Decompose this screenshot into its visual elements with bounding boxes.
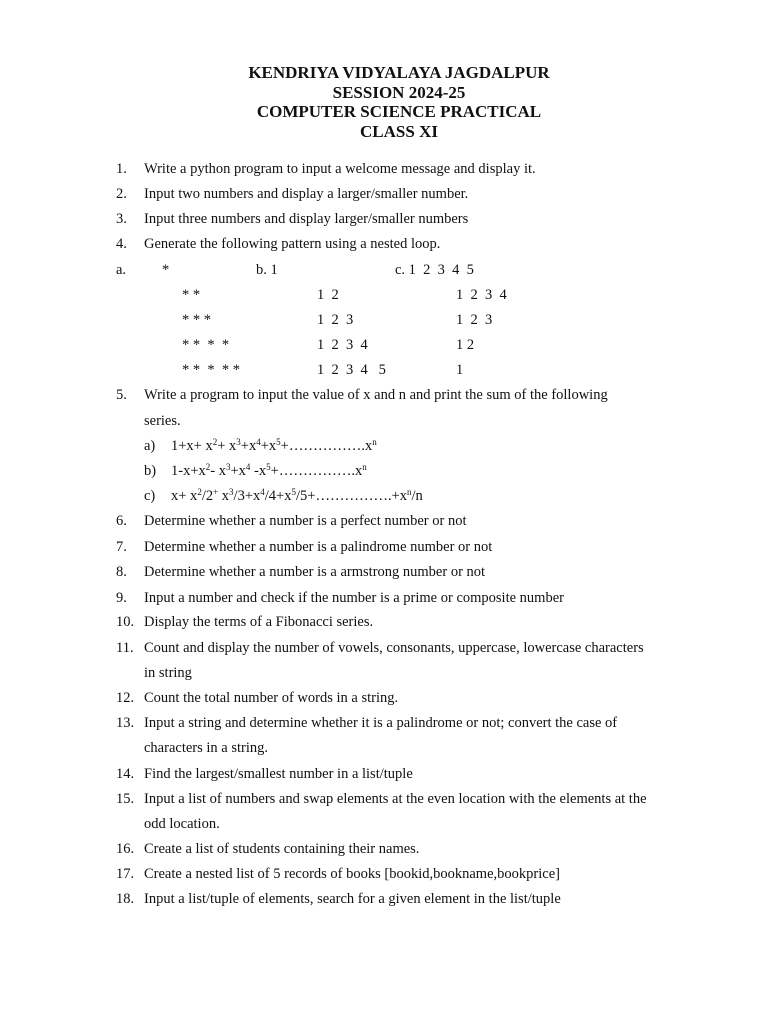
pattern-c-row: 1 — [456, 362, 464, 378]
pattern-c-label: c. 1 2 3 4 5 — [395, 262, 474, 278]
pattern-b-row: 1 2 3 4 — [317, 337, 368, 353]
item-number: 13. — [116, 715, 135, 731]
series-c-label: c) — [144, 488, 156, 504]
item-text: in string — [144, 665, 192, 681]
item-number: 12. — [116, 690, 135, 706]
pattern-a-row: * * * * * — [182, 362, 240, 378]
item-number: 6. — [116, 513, 127, 529]
item-number: 1. — [116, 161, 127, 177]
item-text: Input three numbers and display larger/smaller numbers — [144, 211, 469, 227]
series-b-formula: $1-x+x^2-$ $x^3+x^4$ $-x^5+\dots\dots\dots\dots\dots.x^n$ — [171, 462, 367, 479]
pattern-a-label: a. — [116, 262, 127, 278]
pattern-c-row: 1 2 3 — [456, 312, 493, 328]
item-text: Determine whether a number is a perfect number or not — [144, 513, 467, 529]
item-text: Count the total number of words in a string. — [144, 690, 399, 706]
item-text: characters in a string. — [144, 740, 269, 756]
item-number: 14. — [116, 766, 135, 782]
series-c-formula: $x+ x^2/2^+$ $x^3/3+x^4/4+x^5/5+\dots\dots\dots\dots\dots.+x^n/n$ — [171, 487, 423, 504]
item-text: Write a program to input the value of x and n and print the sum of the following — [144, 387, 608, 403]
item-text: Input a list/tuple of elements, search for a given element in the list/tuple — [144, 891, 561, 907]
series-a-label: a) — [144, 438, 156, 454]
item-number: 11. — [116, 640, 134, 656]
item-text: odd location. — [144, 816, 220, 832]
item-text: Generate the following pattern using a nested loop. — [144, 236, 441, 252]
item-text: Input a list of numbers and swap elements at the even location with the elements at the — [144, 791, 647, 807]
item-text: Display the terms of a Fibonacci series. — [144, 614, 374, 630]
item-text: Create a nested list of 5 records of books [bookid,bookname,bookprice] — [144, 866, 560, 882]
pattern-a-row: * — [162, 262, 170, 278]
item-number: 10. — [116, 614, 135, 630]
pattern-a-row: * * * — [182, 312, 211, 328]
item-number: 2. — [116, 186, 127, 202]
item-number: 8. — [116, 564, 127, 580]
item-text: Count and display the number of vowels, consonants, uppercase, lowercase characters — [144, 640, 644, 656]
series-b-label: b) — [144, 463, 157, 479]
item-number: 15. — [116, 791, 135, 807]
item-number: 17. — [116, 866, 135, 882]
item-text: Find the largest/smallest number in a list/tuple — [144, 766, 413, 782]
item-number: 4. — [116, 236, 127, 252]
session-title: SESSION 2024-25 — [332, 82, 466, 102]
pattern-c-row: 1 2 3 4 — [456, 287, 507, 303]
pattern-c-row: 1 2 — [456, 337, 475, 353]
pattern-b-label: b. 1 — [256, 262, 278, 278]
pattern-a-row: * * — [182, 287, 201, 303]
subject-title: COMPUTER SCIENCE PRACTICAL — [256, 102, 542, 121]
item-text: Input a number and check if the number is a prime or composite number — [144, 590, 564, 606]
item-text: Write a python program to input a welcome message and display it. — [144, 161, 536, 177]
item-text: Determine whether a number is a armstrong number or not — [144, 564, 486, 580]
pattern-b-row: 1 2 3 4 5 — [317, 362, 386, 378]
pattern-b-row: 1 2 3 — [317, 312, 354, 328]
item-text: Determine whether a number is a palindrome number or not — [144, 539, 493, 555]
item-text: Input a string and determine whether it is a palindrome or not; convert the case of — [144, 715, 618, 731]
item-text: Input two numbers and display a larger/smaller number. — [144, 186, 469, 202]
item-number: 3. — [116, 211, 127, 227]
item-number: 9. — [116, 590, 127, 606]
item-number: 7. — [116, 539, 127, 555]
item-text: Create a list of students containing their names. — [144, 841, 420, 857]
document-header — [0, 63, 768, 141]
pattern-b-row: 1 2 — [317, 287, 339, 303]
school-name: KENDRIYA VIDYALAYA JAGDALPUR — [248, 63, 550, 82]
item-text: series. — [144, 413, 181, 429]
pattern-a-row: * * * * — [182, 337, 230, 353]
item-number: 16. — [116, 841, 135, 857]
class-title: CLASS XI — [360, 121, 438, 141]
series-a-formula: $1+x+ x^2+$ $x^3+x^4+x^5+\dots\dots\dots\dots\dots.x^n$ — [171, 437, 377, 454]
item-number: 18. — [116, 891, 135, 907]
item-number: 5. — [116, 387, 127, 403]
